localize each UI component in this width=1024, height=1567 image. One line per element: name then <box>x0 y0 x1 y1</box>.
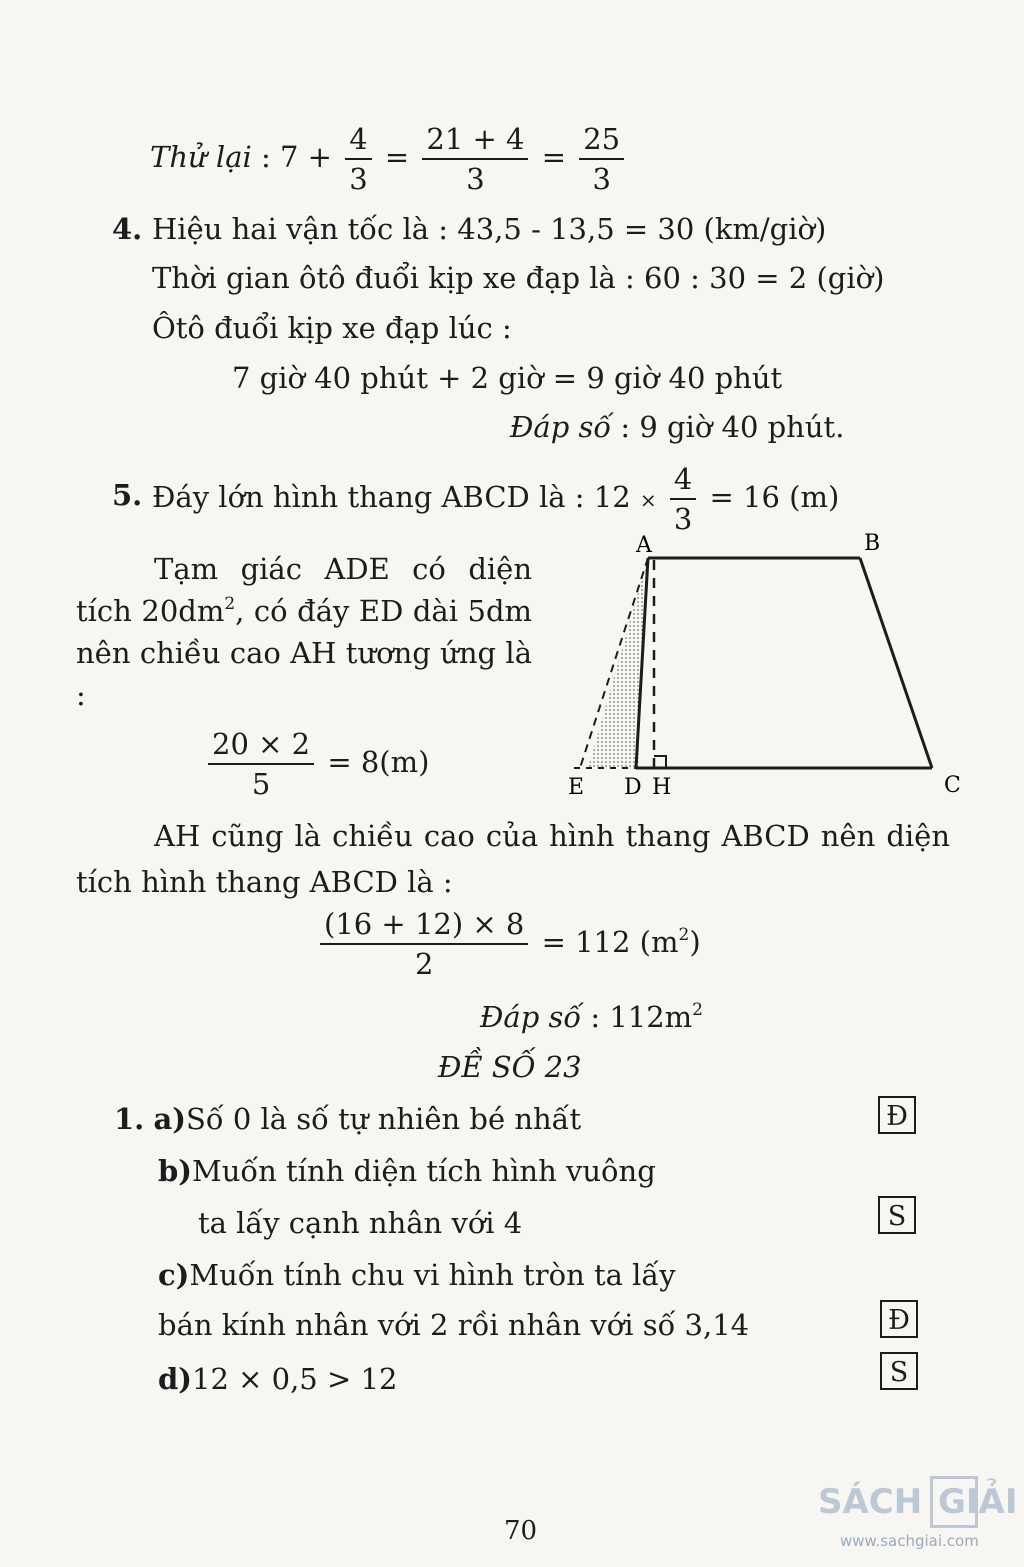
q1-a: 1. a)Số 0 là số tự nhiên bé nhất <box>114 1102 582 1136</box>
q1-d: d)12 × 0,5 > 12 <box>158 1362 398 1396</box>
p4-line2: Thời gian ôtô đuổi kịp xe đạp là : 60 : 30 = 2 (giờ) <box>152 261 885 295</box>
q1-c-line1: c)Muốn tính chu vi hình tròn ta lấy <box>158 1258 676 1292</box>
p4-answer-label: Đáp số <box>510 410 612 444</box>
check-label: Thử lại <box>150 140 252 174</box>
q1-b-answer-box: S <box>878 1196 916 1234</box>
label-c: C <box>944 773 961 798</box>
p4-number: 4. <box>112 212 143 246</box>
q1-d-answer-box: S <box>880 1352 918 1390</box>
q1-a-answer-box: Đ <box>878 1096 916 1134</box>
p5-calc2-fraction: $\frac{(16 + 12) \times 8}{2}$ <box>320 905 528 983</box>
p5-paragraph-2: AH cũng là chiều cao của hình thang ABCD nên diện tích hình thang ABCD là : <box>76 819 950 899</box>
p4-line4: 7 giờ 40 phút + 2 giờ = 9 giờ 40 phút <box>232 361 783 395</box>
q1-c-answer-box: Đ <box>880 1300 918 1338</box>
check-fraction-2: $\frac{21 + 4}{3}$ <box>422 120 528 198</box>
p4-answer <box>510 410 844 444</box>
label-b: B <box>864 532 881 556</box>
trapezoid-figure <box>560 532 980 812</box>
p5-answer-label: Đáp số <box>480 1000 582 1034</box>
p4-answer-value: : 9 giờ 40 phút. <box>620 410 845 444</box>
watermark-brand-a: SÁCH <box>818 1482 923 1522</box>
watermark-brand-b: GIẢI <box>938 1482 1018 1522</box>
q1-b-line1: b)Muốn tính diện tích hình vuông <box>158 1154 656 1188</box>
check-fraction-3: $\frac{25}{3}$ <box>579 120 624 198</box>
p5-fraction: $\frac{4}{3}$ <box>670 460 696 538</box>
p5-paragraph-1: Tạm giác ADE có diện tích $20dm^2$, có đáy ED dài 5dm nên chiều cao AH tương ứng là : <box>76 552 533 712</box>
label-a: A <box>636 533 652 558</box>
right-angle-mark <box>654 756 666 768</box>
p5-calc1-fraction: $\frac{20 \times 2}{5}$ <box>208 725 314 803</box>
check-line: Thử lại : 7 + $\frac{4}{3}$ = $\frac{21 + 4}{3}$ = $\frac{25}{3}$ <box>150 118 628 196</box>
p4-line1: Hiệu hai vận tốc là : 43,5 - 13,5 = 30 (km/giờ) <box>152 212 827 246</box>
label-d: D <box>624 775 642 800</box>
label-e: E <box>568 775 585 800</box>
watermark <box>818 1474 1018 1554</box>
page-number: 70 <box>504 1516 538 1546</box>
section-title: ĐỀ SỐ 23 <box>438 1050 582 1084</box>
p4-line3: Ôtô đuổi kịp xe đạp lúc : <box>152 311 512 345</box>
p5-line1: Đáy lớn hình thang ABCD là : 12 × $\frac{4}{3}$ = 16 (m) <box>152 462 840 536</box>
p5-calc2: $\frac{(16 + 12) \times 8}{2}$ = 112 $(m^2)$ <box>316 902 701 982</box>
check-fraction-1: $\frac{4}{3}$ <box>345 120 371 198</box>
watermark-url: www.sachgiai.com <box>840 1532 979 1550</box>
q1-b-line2: ta lấy cạnh nhân với 4 <box>198 1206 523 1240</box>
p5-number: 5. <box>112 478 143 512</box>
q1-c-line2: bán kính nhân với 2 rồi nhân với số 3,14 <box>158 1308 750 1342</box>
p5-answer-value: : 112m <box>590 1000 693 1034</box>
label-h: H <box>652 775 672 800</box>
edge-bc <box>860 558 932 768</box>
p5-calc1: $\frac{20 \times 2}{5}$ = 8(m) <box>204 722 429 802</box>
p5-answer: Đáp số : $112m^2$ <box>480 1000 703 1034</box>
check-a: 7 <box>279 140 299 174</box>
